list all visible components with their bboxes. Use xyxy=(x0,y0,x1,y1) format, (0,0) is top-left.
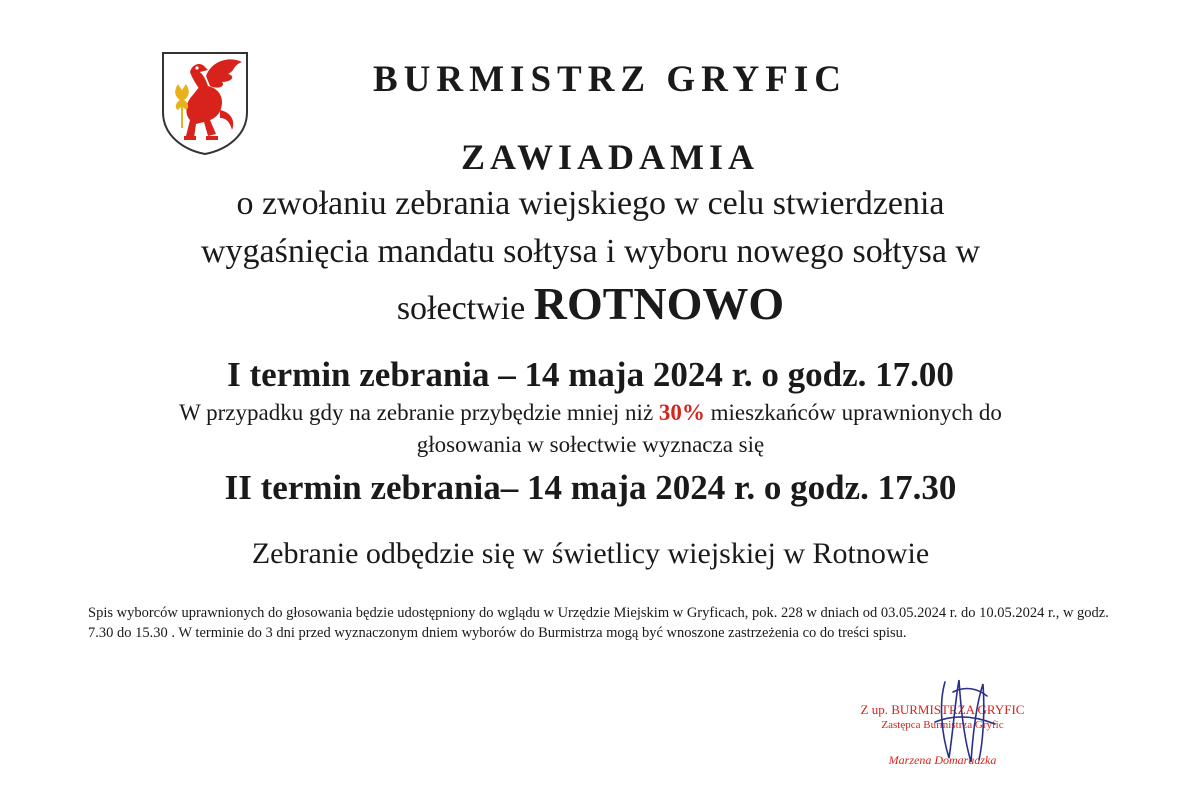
subtitle-line-1: o zwołaniu zebrania wiejskiego w celu stwierdzenia xyxy=(236,185,945,222)
quorum-condition-text-a: W przypadku gdy na zebranie przybędzie mniej niż xyxy=(179,400,659,425)
quorum-condition-line-1 xyxy=(40,400,1141,426)
subtitle-line-3 xyxy=(80,277,1101,330)
quorum-percent: 30% xyxy=(658,400,705,425)
first-meeting-term: I termin zebrania – 14 maja 2024 r. o godz. 17.00 xyxy=(227,355,954,394)
subtitle-line-3-prefix: sołectwie xyxy=(396,290,534,327)
quorum-condition-line-2: głosowania w sołectwie wyznacza się xyxy=(416,432,765,457)
second-meeting-term: II termin zebrania– 14 maja 2024 r. o godz. 17.30 xyxy=(224,468,957,507)
issuer-heading: BURMISTRZ GRYFIC xyxy=(373,59,847,100)
notice-headline: ZAWIADAMIA xyxy=(460,137,759,177)
village-name: ROTNOWO xyxy=(533,278,785,329)
voter-list-note: Spis wyborców uprawnionych do głosowania będzie udostępniony do wglądu w Urzędzie Miejskim w Gryficach, pok. 228 w dniach od 03.05.2024 r. do 10.05.2024 r., w godz. 7.30 do 15.30 . W terminie do 3 dni przed wyznaczonym dniem wyborów do Burmistrza mogą być wnoszone zastrzeżenia co do treści spisu. xyxy=(88,605,1109,641)
signature-title: Z up. BURMISTRZA GRYFIC xyxy=(860,702,1025,717)
coat-of-arms-icon xyxy=(160,50,250,156)
signature-name: Marzena Domaradzka xyxy=(888,753,997,767)
handwritten-signature-icon xyxy=(925,672,1005,767)
quorum-condition-text-b: mieszkańców uprawnionych do xyxy=(704,400,1002,425)
subtitle-line-2: wygaśnięcia mandatu sołtysa i wyboru nowego sołtysa w xyxy=(200,233,981,270)
meeting-location: Zebranie odbędzie się w świetlicy wiejskiej w Rotnowie xyxy=(251,537,930,570)
signature-role: Zastępca Burmistrza Gryfic xyxy=(881,719,1004,731)
